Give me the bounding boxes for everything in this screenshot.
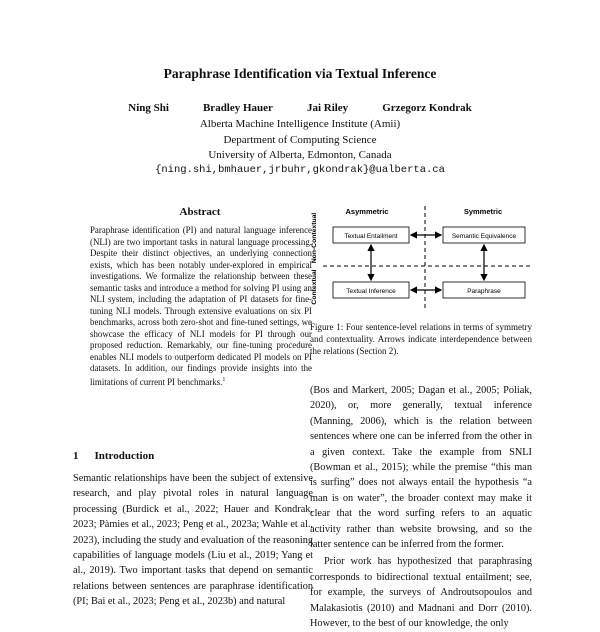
figure-caption: Figure 1: Four sentence-level relations in terms of symmetry and contextuality. Arrows indicate interdependence between the relations (Section 2).	[310, 322, 532, 356]
author-name: Ning Shi	[128, 102, 169, 114]
affiliation-institute: Alberta Machine Intelligence Institute (Amii)	[199, 118, 401, 130]
box-label-textual-entailment: Textual Entailment	[344, 233, 398, 240]
row-label-non-contextual: Non-Contextual	[311, 212, 318, 264]
box-label-semantic-equivalence: Semantic Equivalence	[451, 233, 517, 240]
author-name: Grzegorz Kondrak	[382, 102, 472, 114]
section-heading	[73, 450, 154, 462]
paragraph: Prior work has hypothesized that paraphrasing corresponds to bidirectional textual entailment; see, for example, the surveys of Androutsopoulos and Malakasiotis (2010) and Madnani and Dorr (2010). However, to the best of our knowledge, the only	[310, 556, 532, 630]
abstract-text: Paraphrase identification (PI) and natural language inference (NLI) are two important tasks in natural language processing. Despite their distinct objectives, an underlying connection exists, which has been notably under-explored in empirical investigations. We formalize the relationship between these semantic tasks and introduce a method for solving PI using an NLI system, including the adaptation of PI datasets for fine-tuning NLI models. Through extensive evaluations on six PI benchmarks, across both zero-shot and fine-tuned settings, we showcase the efficacy of NLI models for PI through our proposed reduction. Remarkably, our fine-tuning procedure enables NLI models to outperform dedicated PI models on PI datasets. In addition, our findings provide insights into the limitations of current PI benchmarks.	[90, 225, 312, 387]
footnote-mark: 1	[222, 376, 226, 383]
section-number: 1	[73, 450, 79, 462]
affiliation-university: University of Alberta, Edmonton, Canada	[208, 149, 392, 161]
paragraph: (Bos and Markert, 2005; Dagan et al., 2005; Poliak, 2020), or, more generally, textual inference (Manning, 2006), which is the relation between sentences where one can be inferred from the other in a given context. Take the example from SNLI (Bowman et al., 2015); while the premise “this man is surfing” does not always entail the hypothesis “a man is on water”, the broader context may make it clear that the word surfing refers to an aquatic activity rather than website browsing, and so the latter sentence can be inferred from the former.	[310, 385, 532, 551]
figure-1-diagram	[305, 200, 535, 315]
box-label-paraphrase: Paraphrase	[467, 288, 501, 295]
row-label-contextual: Contextual	[311, 269, 318, 305]
abstract-body	[90, 225, 312, 388]
paper-title: Paraphrase Identification via Textual Inference	[163, 66, 437, 81]
introduction-text: Semantic relationships have been the subject of extensive research, and play pivotal roles in natural language processing (Burdick et al., 2022; Hauer and Kondrak, 2023; Pàmies et al., 2023; Peng et al., 2023a; Wahle et al., 2023), including the study and evaluation of the reasoning capabilities of language models (Liu et al., 2019; Yang et al., 2019). Two important tasks that depend on semantic relations between sentences are paraphrase identification (PI; Bai et al., 2023; Peng et al., 2023b) and natural	[73, 473, 313, 608]
author-list	[0, 102, 600, 114]
author-name: Jai Riley	[306, 102, 349, 114]
right-column-text	[310, 383, 532, 632]
affiliation-department: Department of Computing Science	[223, 134, 377, 146]
author-email: {ning.shi,bmhauer,jrbuhr,gkondrak}@ualberta.ca	[155, 164, 445, 176]
col-label-asymmetric: Asymmetric	[345, 207, 389, 216]
col-label-symmetric: Symmetric	[463, 207, 503, 216]
author-name: Bradley Hauer	[202, 102, 273, 114]
section-title: Introduction	[94, 450, 155, 462]
box-label-textual-inference: Textual Inference	[346, 288, 396, 295]
abstract-heading: Abstract	[179, 206, 221, 218]
